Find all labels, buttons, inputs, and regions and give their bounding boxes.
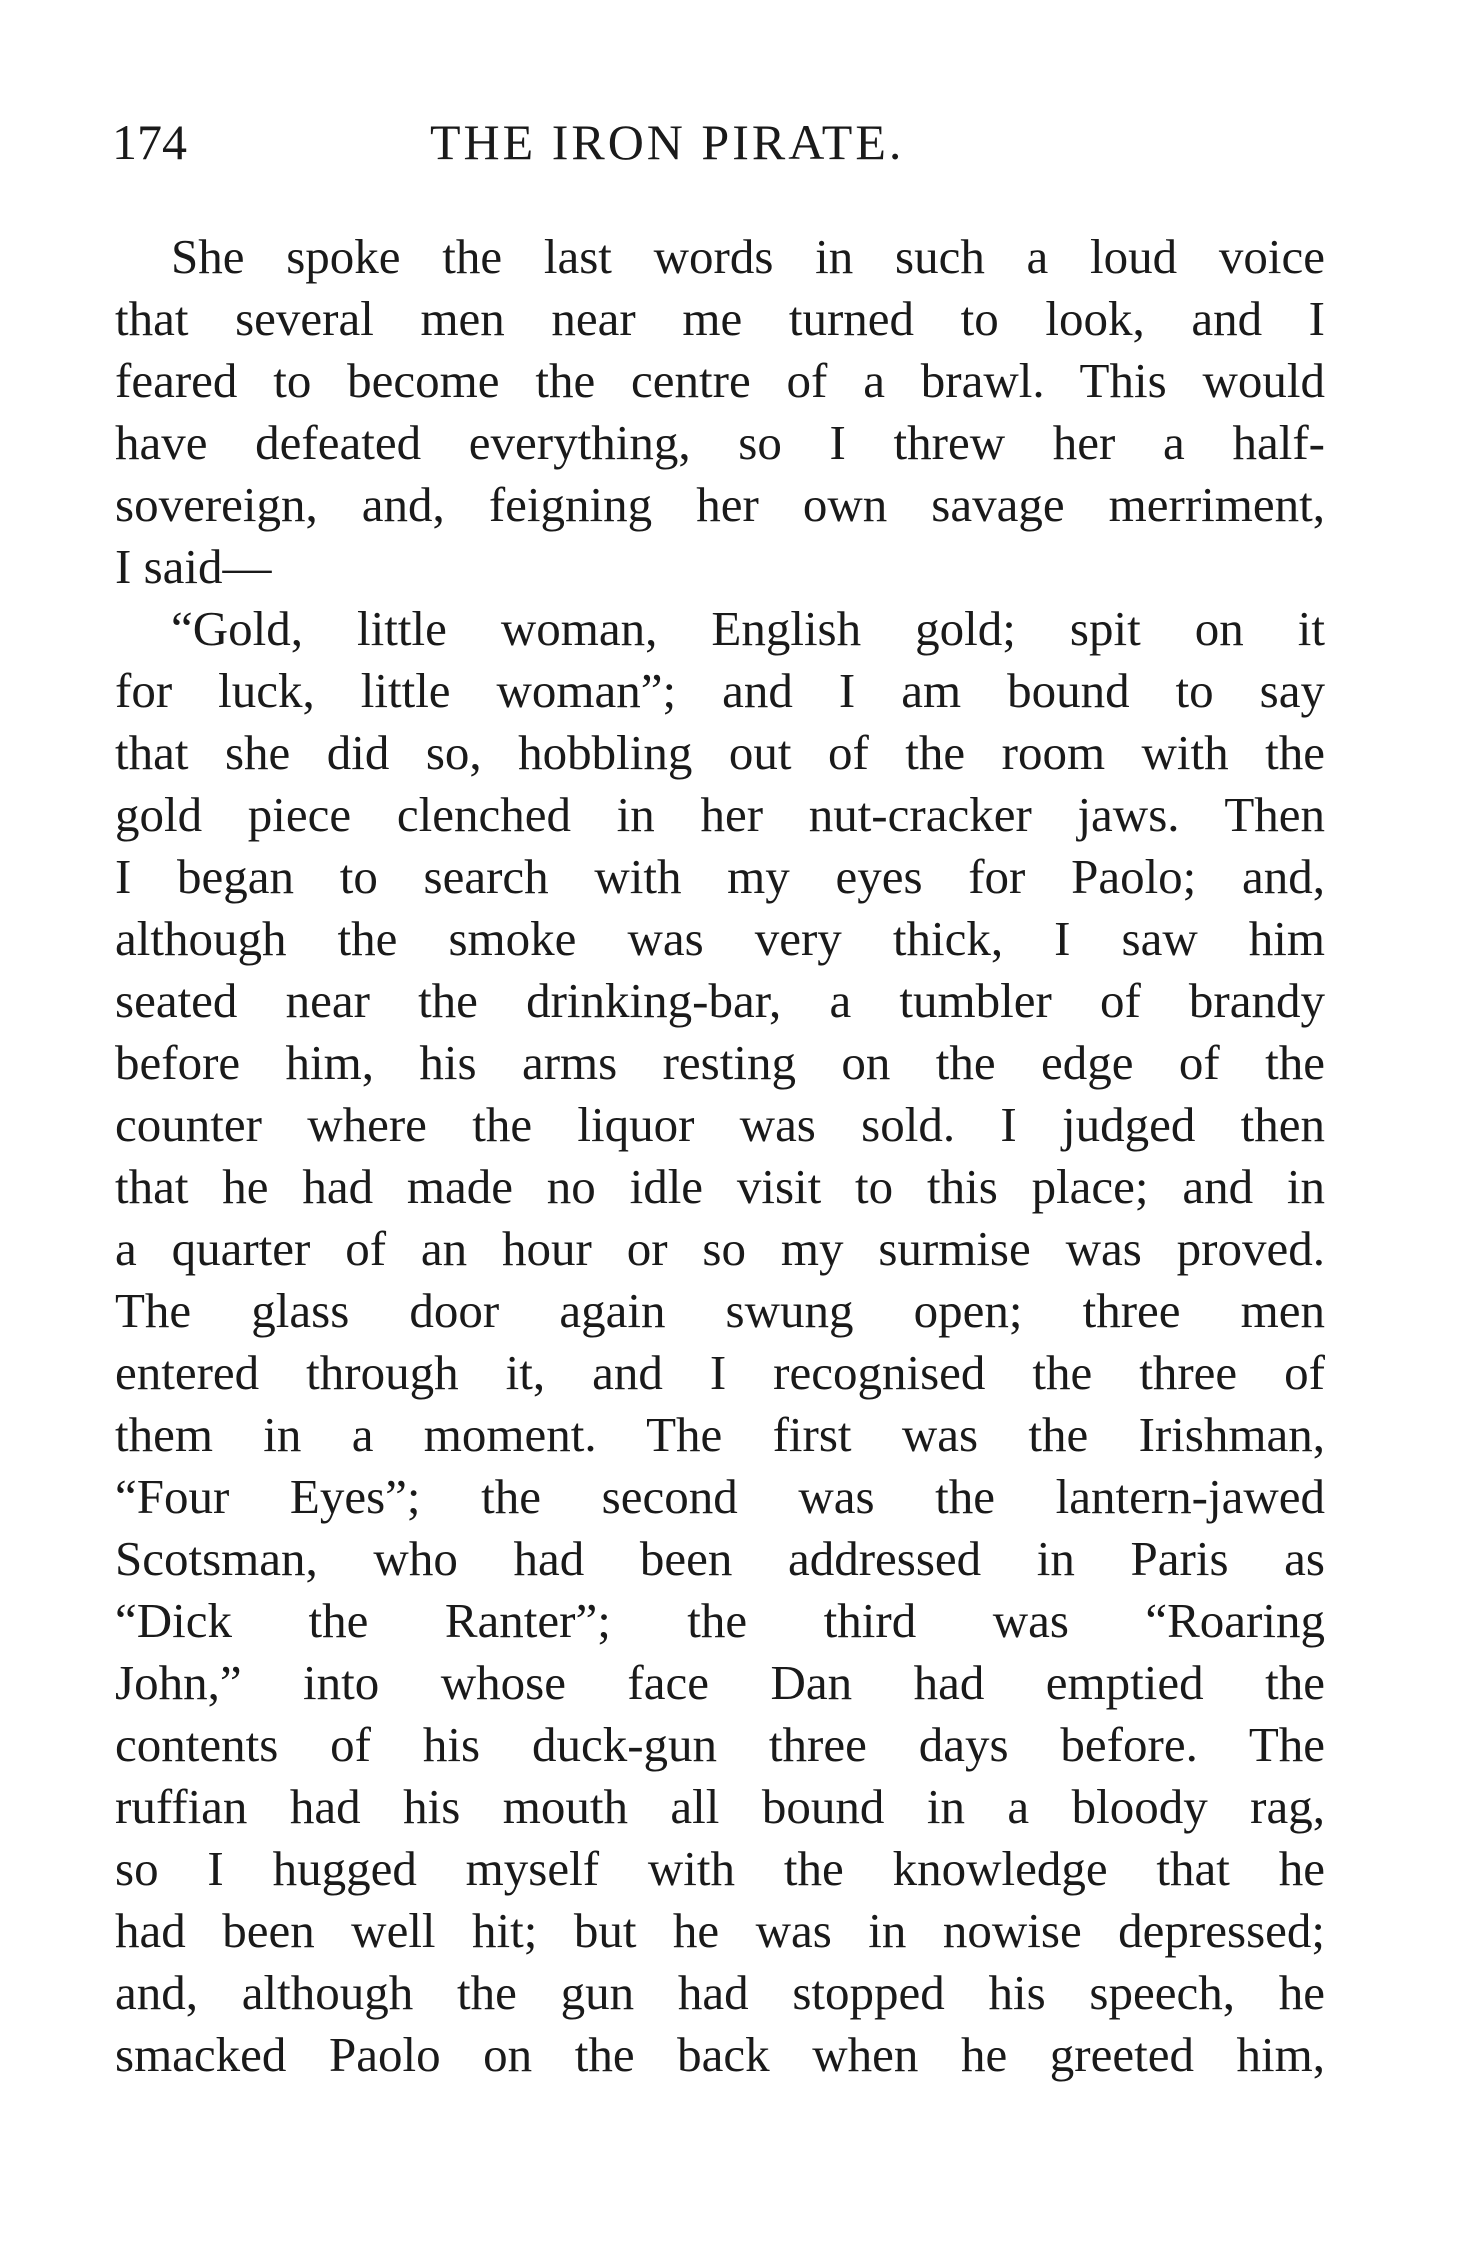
text-line: and, although the gun had stopped his speech, he [115, 1965, 1325, 2020]
text-line: ruffian had his mouth all bound in a bloody rag, [115, 1779, 1325, 1834]
text-line: contents of his duck-gun three days before. The [115, 1717, 1325, 1772]
page-number: 174 [112, 114, 187, 170]
text-line: She spoke the last words in such a loud voice [171, 229, 1325, 284]
text-line: seated near the drinking-bar, a tumbler of brandy [115, 973, 1325, 1028]
text-line: gold piece clenched in her nut-cracker jaws. Then [115, 787, 1325, 842]
text-line: feared to become the centre of a brawl. This would [115, 353, 1325, 408]
text-line: them in a moment. The first was the Irishman, [115, 1407, 1325, 1462]
text-line: had been well hit; but he was in nowise depressed; [115, 1903, 1325, 1958]
text-line: have defeated everything, so I threw her a half- [115, 415, 1325, 470]
text-line: John,” into whose face Dan had emptied the [115, 1655, 1325, 1710]
text-line: smacked Paolo on the back when he greeted him, [115, 2027, 1325, 2082]
text-line: Scotsman, who had been addressed in Paris as [115, 1531, 1325, 1586]
text-line: before him, his arms resting on the edge of the [115, 1035, 1325, 1090]
text-line: sovereign, and, feigning her own savage merriment, [115, 477, 1325, 532]
text-line: that he had made no idle visit to this place; and in [115, 1159, 1325, 1214]
text-line: for luck, little woman”; and I am bound to say [115, 663, 1325, 718]
text-line: entered through it, and I recognised the three of [115, 1345, 1325, 1400]
text-line: although the smoke was very thick, I saw him [115, 911, 1325, 966]
text-line: I began to search with my eyes for Paolo; and, [115, 849, 1325, 904]
text-line: “Dick the Ranter”; the third was “Roaring [115, 1593, 1325, 1648]
text-line: a quarter of an hour or so my surmise was proved. [115, 1221, 1325, 1276]
text-line: The glass door again swung open; three men [115, 1283, 1325, 1338]
text-line: I said— [115, 539, 272, 594]
running-title: THE IRON PIRATE. [430, 114, 905, 170]
text-line: so I hugged myself with the knowledge that he [115, 1841, 1325, 1896]
page-header [112, 112, 1322, 172]
text-line: that several men near me turned to look, and I [115, 291, 1325, 346]
text-line: counter where the liquor was sold. I judged then [115, 1097, 1325, 1152]
body-text [115, 226, 1325, 2086]
text-line: “Four Eyes”; the second was the lantern-jawed [115, 1469, 1325, 1524]
text-line: that she did so, hobbling out of the room with the [115, 725, 1325, 780]
text-line: “Gold, little woman, English gold; spit on it [171, 601, 1325, 656]
